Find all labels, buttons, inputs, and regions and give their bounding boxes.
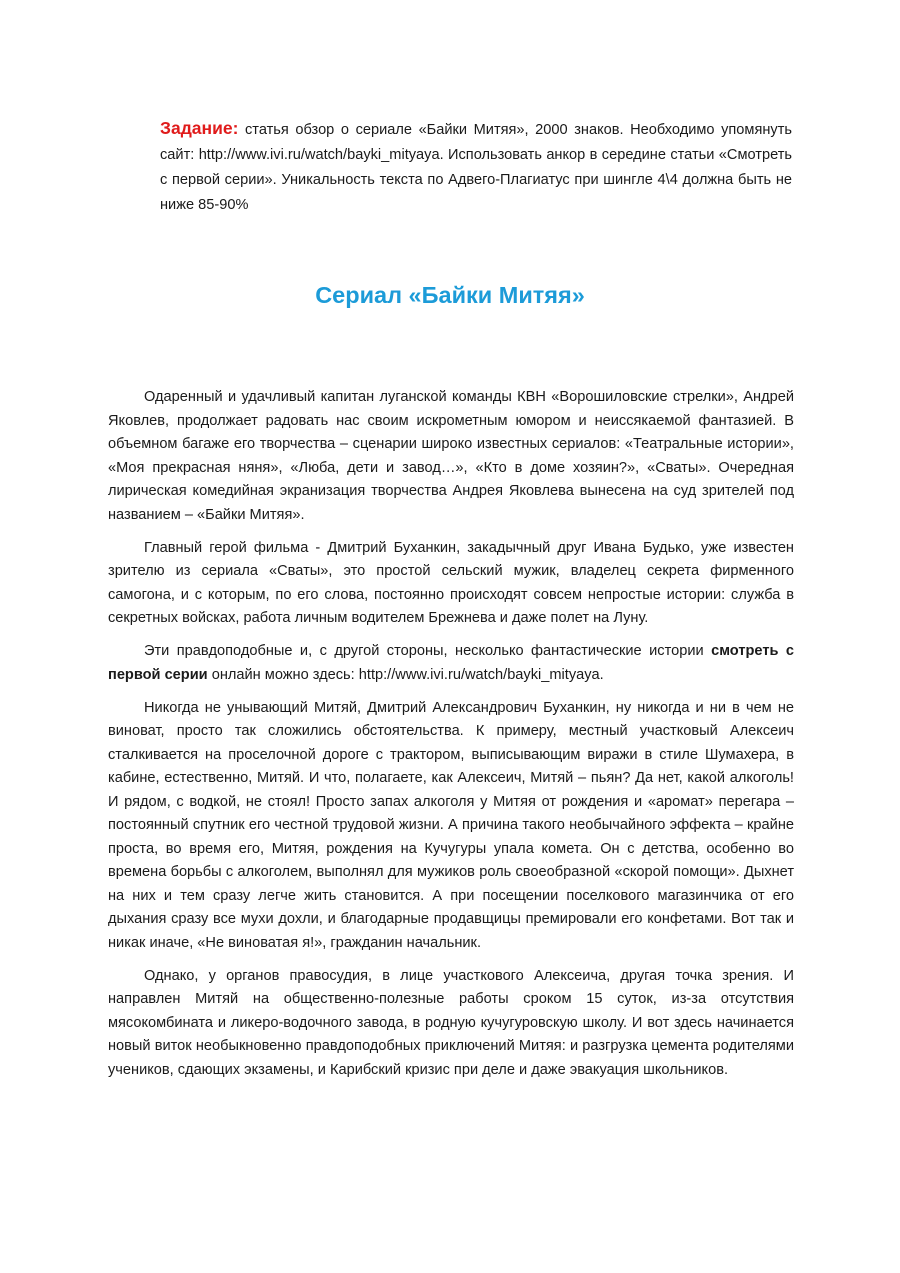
paragraph-3 bbox=[108, 640, 794, 687]
article-title: Сериал «Байки Митяя» bbox=[315, 282, 585, 308]
paragraph-1: Одаренный и удачливый капитан луганской команды КВН «Ворошиловские стрелки», Андрей Яковлев, продолжает радовать нас своим искрометным юмором и неиссякаемой фантазией. В объемном багаже его творчества – сценарии широко известных сериалов: «Театральные истории», «Моя прекрасная няня», «Люба, дети и завод…», «Кто в доме хозяин?», «Сваты». Очередная лирическая комедийная экранизация творчества Андрея Яковлева вынесена на суд зрителей под названием – «Байки Митяя». bbox=[108, 389, 794, 523]
paragraph-3-before: Эти правдоподобные и, с другой стороны, несколько фантастические истории bbox=[144, 643, 712, 659]
task-label: Задание: bbox=[160, 118, 239, 138]
task-block bbox=[160, 116, 792, 218]
paragraph-4: Никогда не унывающий Митяй, Дмитрий Александрович Буханкин, ну никогда и ни в чем не виноват, просто так сложились обстоятельства. К примеру, местный участковый Алексеич сталкивается на проселочной дороге с трактором, выписывающим виражи в стиле Шумахера, в кабине, естественно, Митяй. И что, полагаете, как Алексеич, Митяй – пьян? Да нет, какой алкоголь! И рядом, с водкой, не стоял! Просто запах алкоголя у Митяя от рождения и «аромат» перегара – постоянный спутник его честной трудовой жизни. А причина такого необычайного эффекта – крайне проста, во время его, Митяя, рождения на Кучугуры упала комета. Он с детства, особенно во времена борьбы с алкоголем, выполнял для мужиков роль своеобразной «скорой помощи». Дыхнет на них и тем сразу легче жить становится. А при посещении поселкового магазинчика от его дыхания сразу все мухи дохли, и благодарные продавщицы премировали его конфетами. Вот так и никак иначе, «Не виноватая я!», гражданин начальник. bbox=[108, 699, 794, 951]
task-text: статья обзор о сериале «Байки Митяя», 2000 знаков. Необходимо упомянуть сайт: http://www.ivi.ru/watch/bayki_mityaya. Использовать анкор в середине статьи «Смотреть с первой серии». Уникальность текста по Адвего-Плагиатус при шингле 4\4 должна быть не ниже 85-90% bbox=[160, 122, 792, 213]
article-body bbox=[108, 386, 794, 1092]
paragraph-2: Главный герой фильма - Дмитрий Буханкин, закадычный друг Ивана Будько, уже известен зрителю из сериала «Сваты», это простой сельский мужик, владелец секрета фирменного самогона, и с которым, по его слова, постоянно происходят совсем непростые истории: служба в секретных войсках, работа личным водителем Брежнева и даже полет на Луну. bbox=[108, 539, 794, 626]
paragraph-5: Однако, у органов правосудия, в лице участкового Алексеича, другая точка зрения. И направлен Митяй на общественно-полезные работы сроком 15 суток, из-за отсутствия мясокомбината и ликеро-водочного завода, в родную кучугуровскую школу. И вот здесь начинается новый виток необыкновенно правдоподобных приключений Митяя: и разгрузка цемента родителями учеников, сдающих экзамены, и Карибский кризис при деле и даже эвакуация школьников. bbox=[108, 967, 794, 1078]
anchor-text: смотреть с первой серии bbox=[108, 643, 795, 683]
paragraph-3-after: онлайн можно здесь: http://www.ivi.ru/watch/bayki_mityaya. bbox=[207, 666, 604, 683]
